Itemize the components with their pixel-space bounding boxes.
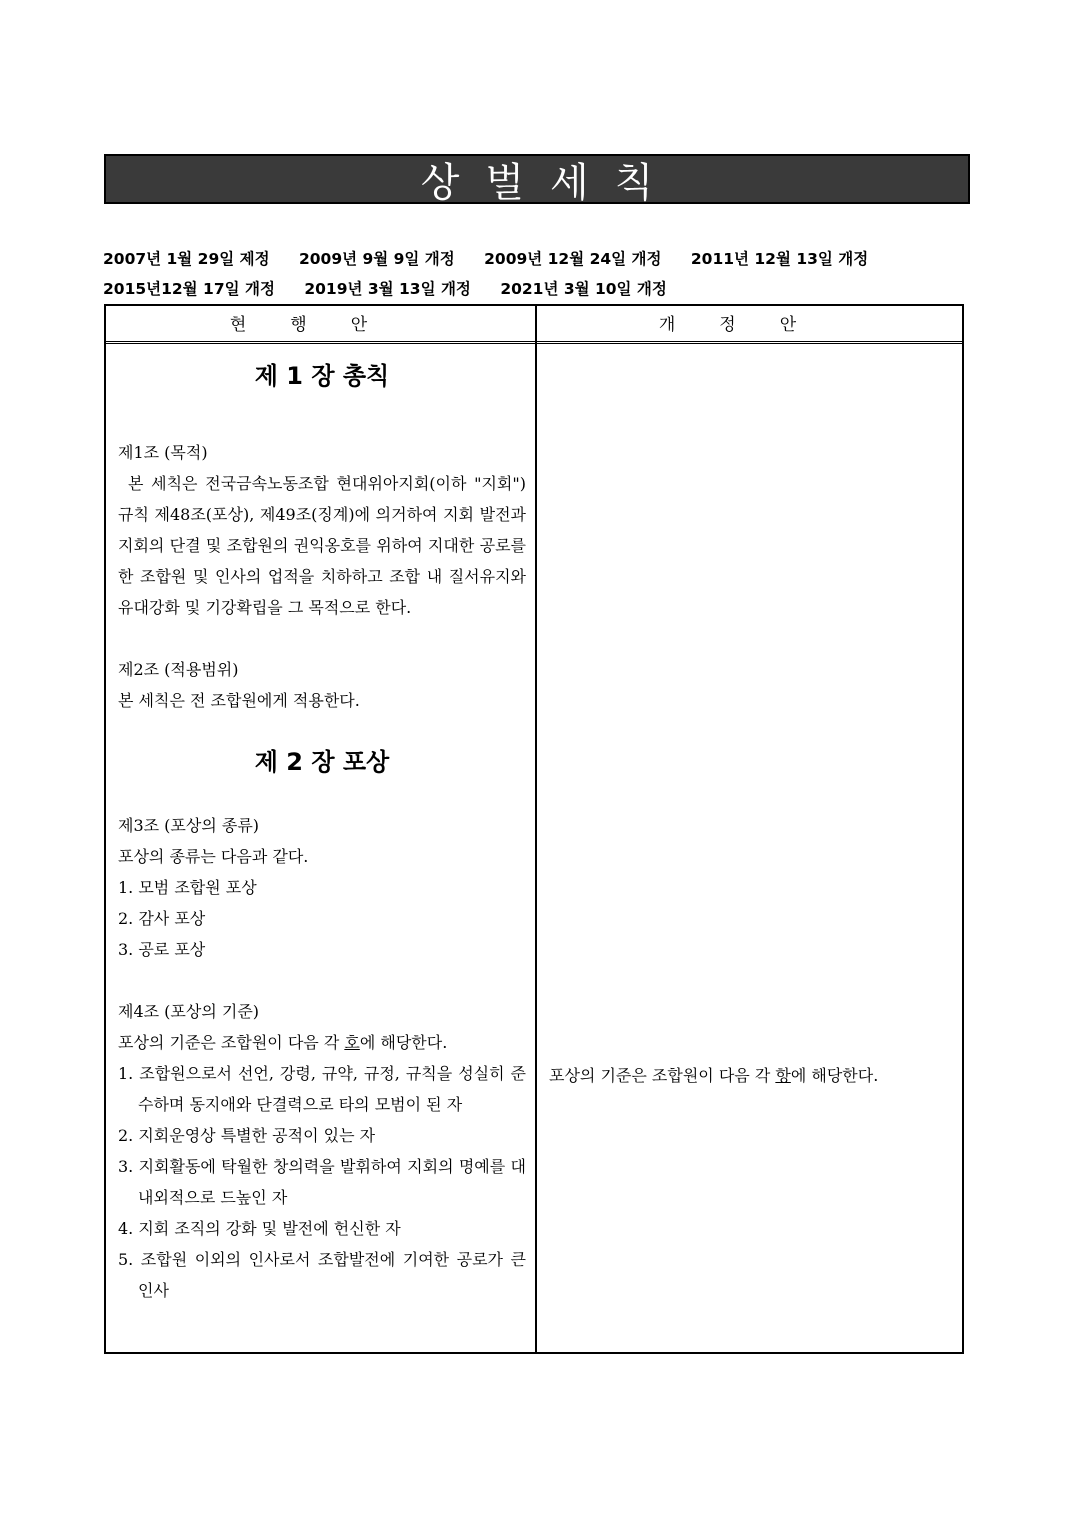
revision-entry: 2007년 1월 29일 제정 [103, 250, 270, 268]
revision-entry: 2021년 3월 10일 개정 [500, 280, 667, 298]
revision-entry: 2019년 3월 13일 개정 [304, 280, 471, 298]
article-4-body: 포상의 기준은 조합원이 다음 각 호에 해당한다. [118, 1033, 448, 1052]
list-item: 5. 조합원 이외의 인사로서 조합발전에 기여한 공로가 큰 인사 [118, 1250, 526, 1300]
revision-entry: 2015년12월 17일 개정 [103, 280, 275, 298]
revision-entry: 2011년 12월 13일 개정 [690, 250, 869, 268]
chapter-1-heading: 제 1 장 총칙 [254, 362, 390, 390]
header-revised: 개정안 [658, 315, 841, 335]
article-1-body: 본 세칙은 전국금속노동조합 현대위아지회(이하 "지회") 규칙 제48조(포상), 제49조(징계)에 의거하여 지회 발전과 지회의 단결 및 조합원의 권익옹호를 위하여 지대한 공로를 한 조합원 및 인사의 업적을 치하하고 조합 내 질서유지와 유대강화 및 기강확립을 그 목적으로 한다. [118, 474, 526, 617]
document-title [104, 154, 970, 204]
chapter-2-heading: 제 2 장 포상 [254, 748, 390, 776]
article-1-title: 제1조 (목적) [118, 443, 208, 462]
current-text-column [118, 346, 526, 1306]
underlined-term: 호 [344, 1033, 360, 1052]
list-item: 2. 지회운영상 특별한 공적이 있는 자 [118, 1126, 376, 1145]
revision-history-row-1 [103, 244, 983, 274]
table-header [106, 306, 962, 344]
article-3-title: 제3조 (포상의 종류) [118, 816, 260, 835]
list-item: 1. 모범 조합원 포상 [118, 878, 257, 897]
underlined-term: 항 [775, 1066, 791, 1085]
revision-history-row-2 [103, 274, 983, 304]
revised-article-4-body: 포상의 기준은 조합원이 다음 각 항에 해당한다. [549, 1066, 879, 1085]
article-3-body: 포상의 종류는 다음과 같다. [118, 847, 309, 866]
revision-entry: 2009년 9월 9일 개정 [298, 250, 455, 268]
article-4-title: 제4조 (포상의 기준) [118, 1002, 260, 1021]
revised-text-column [549, 346, 954, 1091]
article-2-body: 본 세칙은 전 조합원에게 적용한다. [118, 691, 360, 710]
article-2-title: 제2조 (적용범위) [118, 660, 239, 679]
header-current: 현행안 [229, 315, 412, 335]
list-item: 3. 지회활동에 탁월한 창의력을 발휘하여 지회의 명예를 대내외적으로 드높인 자 [118, 1157, 526, 1207]
comparison-table [104, 304, 964, 1354]
revision-entry: 2009년 12월 24일 개정 [484, 250, 662, 268]
list-item: 1. 조합원으로서 선언, 강령, 규약, 규정, 규칙을 성실히 준수하며 동지애와 단결력으로 타의 모범이 된 자 [118, 1064, 526, 1114]
list-item: 4. 지회 조직의 강화 및 발전에 헌신한 자 [118, 1219, 401, 1238]
document-title-text: 상벌세칙 [420, 159, 680, 206]
list-item: 2. 감사 포상 [118, 909, 206, 928]
column-divider [535, 306, 537, 1352]
revision-history [103, 244, 983, 304]
list-item: 3. 공로 포상 [118, 940, 206, 959]
